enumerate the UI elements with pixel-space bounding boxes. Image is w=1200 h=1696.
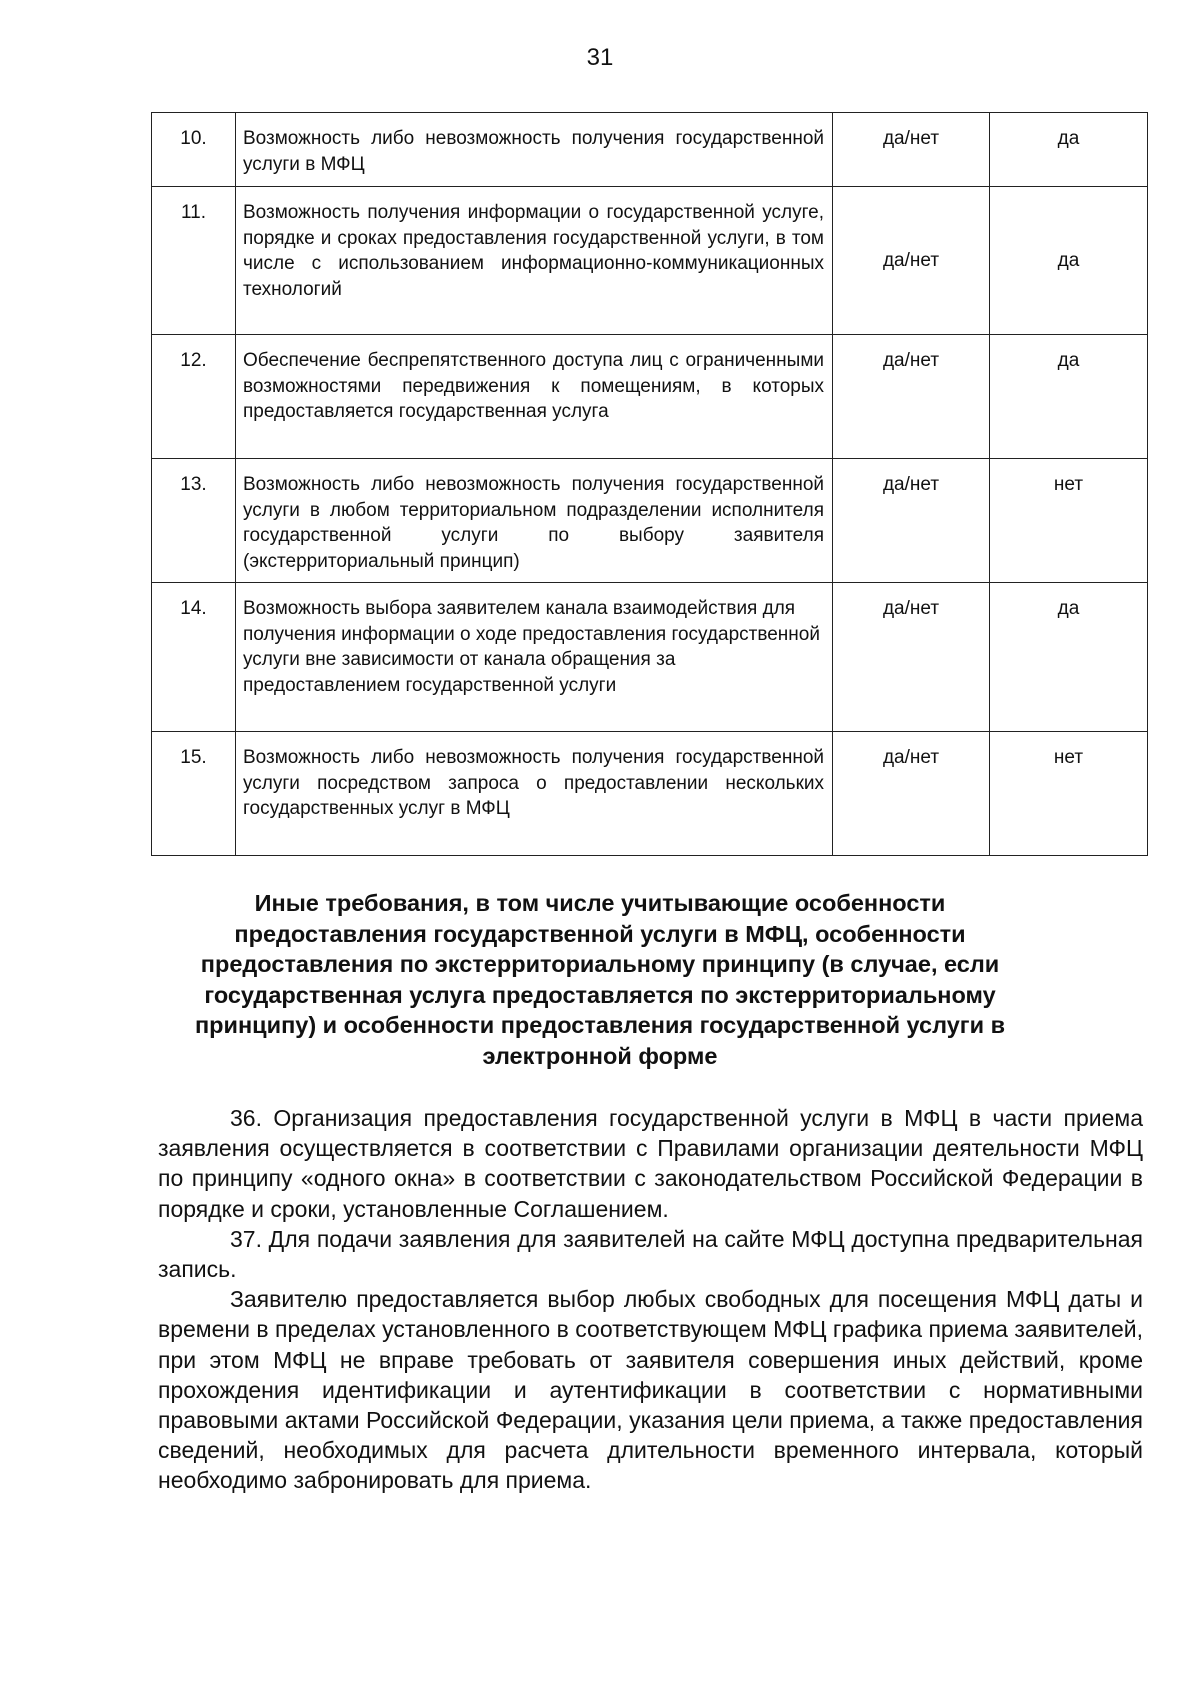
row-number: 14. <box>152 583 236 732</box>
row-description: Возможность либо невозможность получения государственной услуги в любом территориальном подразделении исполнителя государственной услуги по выбору заявителя (экстерриториальный принцип) <box>236 459 833 583</box>
row-unit: да/нет <box>833 113 990 187</box>
table-row <box>152 459 1148 583</box>
criteria-table <box>151 112 1148 856</box>
row-number: 13. <box>152 459 236 583</box>
row-unit: да/нет <box>833 335 990 459</box>
row-unit: да/нет <box>833 187 990 335</box>
row-value: да <box>990 113 1148 187</box>
row-unit: да/нет <box>833 583 990 732</box>
row-value: да <box>990 583 1148 732</box>
table-row <box>152 732 1148 856</box>
row-value: нет <box>990 459 1148 583</box>
paragraph-36: 36. Организация предоставления государственной услуги в МФЦ в части приема заявления осуществляется в соответствии с Правилами организации деятельности МФЦ по принципу «одного окна» в соответствии с законодательством Российской Федерации в порядке и сроки, установленные Соглашением. <box>158 1105 1143 1222</box>
page-number: 31 <box>586 44 614 71</box>
row-description: Обеспечение беспрепятственного доступа лиц с ограниченными возможностями передвижения к помещениям, в которых предоставляется государственная услуга <box>236 335 833 459</box>
table-row <box>152 335 1148 459</box>
row-unit: да/нет <box>833 459 990 583</box>
table-row <box>152 113 1148 187</box>
table-row <box>152 583 1148 732</box>
row-number: 11. <box>152 187 236 335</box>
row-value: да <box>990 187 1148 335</box>
row-number: 10. <box>152 113 236 187</box>
row-description: Возможность выбора заявителем канала взаимодействия для получения информации о ходе предоставления государственной услуги вне зависимости от канала обращения за предоставлением государственной услуги <box>236 583 833 732</box>
row-description: Возможность получения информации о государственной услуге, порядке и сроках предоставления государственной услуги, в том числе с использованием информационно-коммуникационных технологий <box>236 187 833 335</box>
section-heading: Иные требования, в том числе учитывающие особенности предоставления государственной услуги в МФЦ, особенности предоставления по экстерриториальному принципу (в случае, если государственная услуга предоставляется по экстерриториальному принципу) и особенности предоставления государственной услуги в электронной форме <box>194 890 1006 1069</box>
paragraph-37: 37. Для подачи заявления для заявителей на сайте МФЦ доступна предварительная запись. <box>158 1225 1143 1283</box>
row-description: Возможность либо невозможность получения государственной услуги в МФЦ <box>236 113 833 187</box>
row-number: 15. <box>152 732 236 856</box>
row-unit: да/нет <box>833 732 990 856</box>
row-value: нет <box>990 732 1148 856</box>
body-text <box>158 1103 1143 1496</box>
table-row <box>152 187 1148 335</box>
paragraph-37-continued: Заявителю предоставляется выбор любых свободных для посещения МФЦ даты и времени в пределах установленного в соответствующем МФЦ графика приема заявителей, при этом МФЦ не вправе требовать от заявителя совершения иных действий, кроме прохождения идентификации и аутентификации в соответствии с нормативными правовыми актами Российской Федерации, указания цели приема, а также предоставления сведений, необходимых для расчета длительности временного интервала, который необходимо забронировать для приема. <box>158 1286 1143 1494</box>
row-value: да <box>990 335 1148 459</box>
row-description: Возможность либо невозможность получения государственной услуги посредством запроса о предоставлении нескольких государственных услуг в МФЦ <box>236 732 833 856</box>
row-number: 12. <box>152 335 236 459</box>
